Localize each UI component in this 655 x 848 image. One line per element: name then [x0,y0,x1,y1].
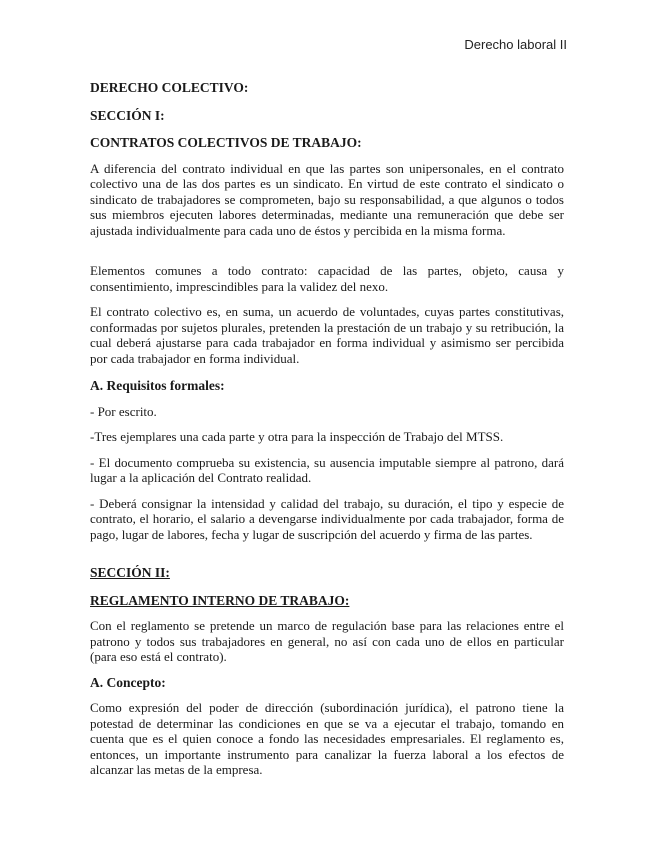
requirements-subheading: A. Requisitos formales: [90,378,225,393]
section-2-heading: REGLAMENTO INTERNO DE TRABAJO: [90,592,350,608]
section-1-label: SECCIÓN I: [90,107,165,123]
section-2-label: SECCIÓN II: [90,565,170,580]
document-body [90,80,564,778]
requirement-item-4: - Deberá consignar la intensidad y calidad del trabajo, su duración, el tipo y especie de contrato, el horario, el salario a devengarse individualmente por cada trabajador, forma de pago, lugar de labores, fecha y lugar de suscripción del acuerdo y firma de las partes. [90,495,564,542]
section-2-paragraph-2: Como expresión del poder de dirección (subordinación jurídica), el patrono tiene la potestad de determinar las condiciones en que se va a ejecutar el trabajo, tomando en cuenta que es el quien conoce a fondo las necesidades empresariales. El reglamento es, entonces, un importante instrumento para canalizar la fuerza laboral a los efectos de alcanzar las metas de la empresa. [90,700,564,777]
document-title: DERECHO COLECTIVO: [90,80,249,95]
requirement-item-1: - Por escrito. [90,403,157,419]
requirement-item-2: -Tres ejemplares una cada parte y otra para la inspección de Trabajo del MTSS. [90,429,504,444]
section-1-heading: CONTRATOS COLECTIVOS DE TRABAJO: [90,135,362,150]
requirement-item-3: - El documento comprueba su existencia, su ausencia imputable siempre al patrono, dará lugar a la aplicación del Contrato realidad. [90,454,564,485]
section-1-paragraph-3: El contrato colectivo es, en suma, un acuerdo de voluntades, cuyas partes constitutivas, conformadas por sujetos plurales, pretenden la prestación de un trabajo y su retribución, la cual deberá ajustarse para cada trabajador en forma individual y asimismo ser percibida por cada trabajador en forma individual. [90,304,564,366]
section-1-paragraph-1: A diferencia del contrato individual en que las partes son unipersonales, en el contrato colectivo una de las dos partes es un sindicato. En virtud de este contrato el sindicato o sindicato de trabajadores se comprometen, bajo su responsabilidad, a que algunos o todos sus miembros ejecuten labores determinadas, mediante una remuneración que debe ser ajustada individualmente para cada uno de éstos y percibida en la misma forma. [90,160,564,238]
section-2-paragraph-1: Con el reglamento se pretende un marco de regulación base para las relaciones entre el patrono y todos sus trabajadores en general, no así con cada uno de ellos en particular (para eso está el contrato). [90,618,564,664]
running-header: Derecho laboral II [464,37,567,52]
section-1-paragraph-2: Elementos comunes a todo contrato: capacidad de las partes, objeto, causa y consentimiento, imprescindibles para la validez del nexo. [90,263,564,294]
concept-subheading: A. Concepto: [90,674,166,690]
